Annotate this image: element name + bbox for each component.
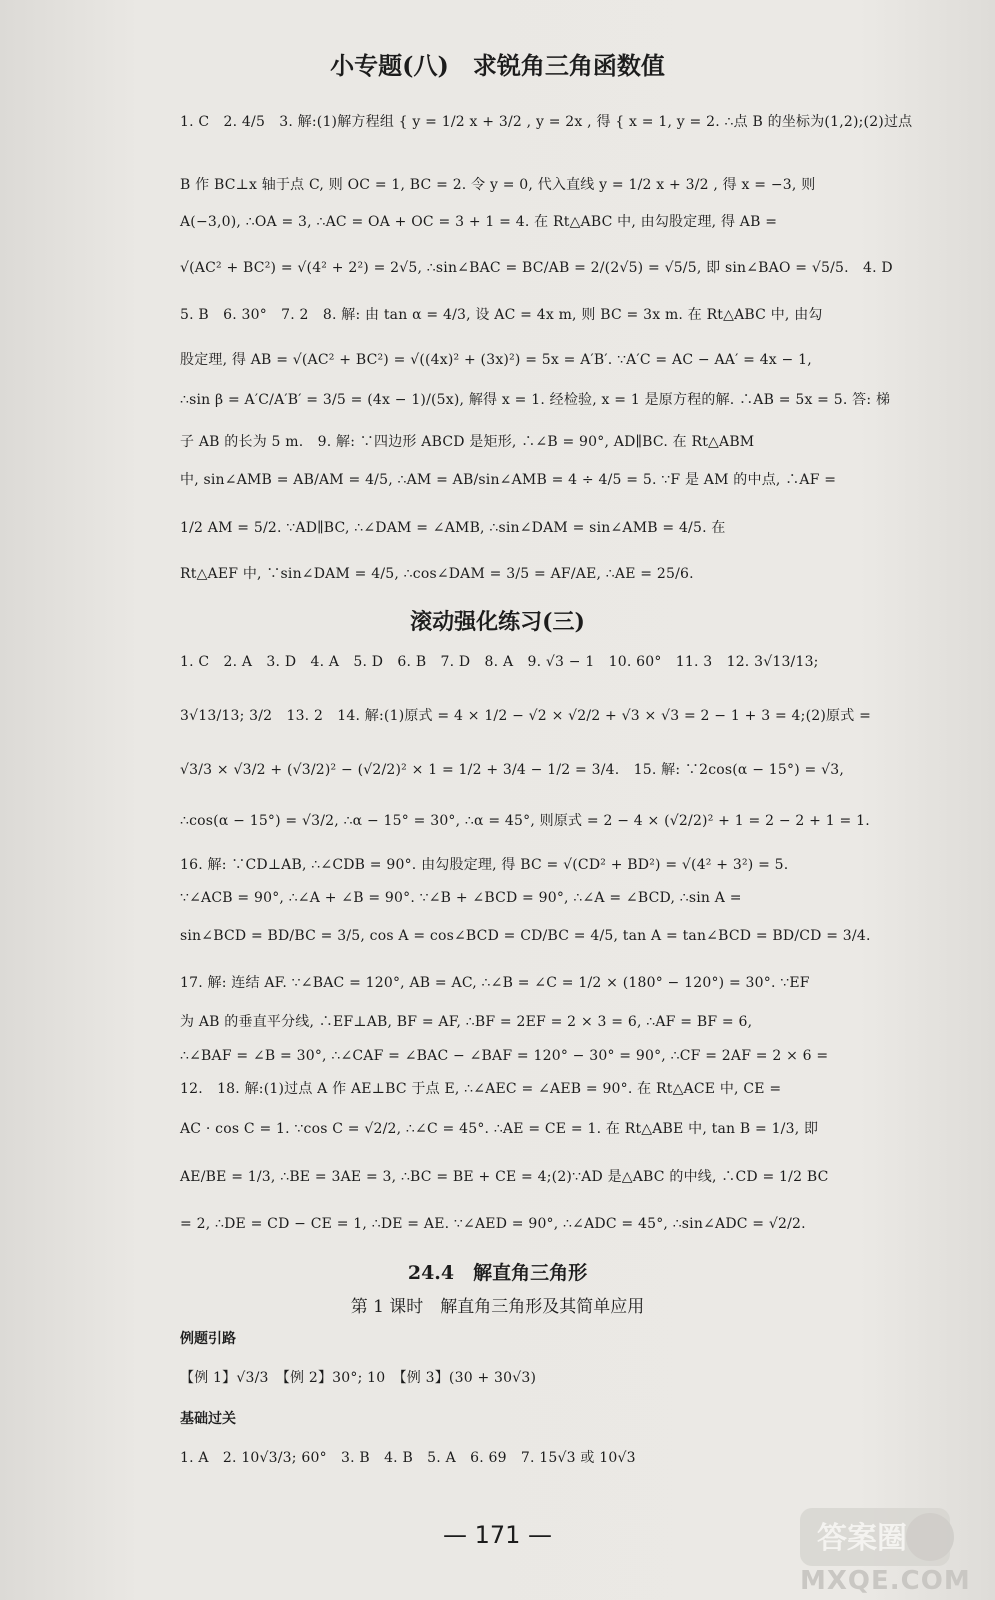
answer-line: sin∠BCD = BD/BC = 3/5, cos A = cos∠BCD = CD/BC = 4/5, tan A = tan∠BCD = BD/CD = 3/4. — [180, 928, 871, 944]
answer-line: ∴sin β = A′C/A′B′ = 3/5 = (4x − 1)/(5x), 解得 x = 1. 经检验, x = 1 是原方程的解. ∴AB = 5x = 5. 答: 梯 — [180, 392, 891, 408]
answer-line: B 作 BC⊥x 轴于点 C, 则 OC = 1, BC = 2. 令 y = 0, 代入直线 y = 1/2 x + 3/2 , 得 x = −3, 则 — [180, 177, 816, 193]
answer-line: 子 AB 的长为 5 m. 9. 解: ∵四边形 ABCD 是矩形, ∴∠B = 90°, AD∥BC. 在 Rt△ABM — [180, 434, 755, 450]
watermark-logo-text: 答案圈 — [817, 1521, 907, 1556]
answer-line: 为 AB 的垂直平分线, ∴EF⊥AB, BF = AF, ∴BF = 2EF = 2 × 3 = 6, ∴AF = BF = 6, — [180, 1014, 753, 1030]
answer-line: A(−3,0), ∴OA = 3, ∴AC = OA + OC = 3 + 1 = 4. 在 Rt△ABC 中, 由勾股定理, 得 AB = — [180, 214, 778, 230]
answer-line: 1/2 AM = 5/2. ∵AD∥BC, ∴∠DAM = ∠AMB, ∴sin∠DAM = sin∠AMB = 4/5. 在 — [180, 520, 726, 536]
answer-line: √3/3 × √3/2 + (√3/2)² − (√2/2)² × 1 = 1/2 + 3/4 − 1/2 = 3/4. 15. 解: ∵2cos(α − 15°) = √3, — [180, 762, 844, 778]
answer-line: 股定理, 得 AB = √(AC² + BC²) = √((4x)² + (3x)²) = 5x = A′B′. ∵A′C = AC − AA′ = 4x − 1, — [180, 352, 812, 368]
section3-subtitle: 第 1 课时 解直角三角形及其简单应用 — [350, 1297, 645, 1317]
answer-line: 16. 解: ∵CD⊥AB, ∴∠CDB = 90°. 由勾股定理, 得 BC = √(CD² + BD²) = √(4² + 3²) = 5. — [180, 857, 789, 873]
basic-answers: 1. A 2. 10√3/3; 60° 3. B 4. B 5. A 6. 69 7. 15√3 或 10√3 — [180, 1450, 636, 1466]
section1-title: 小专题(八) 求锐角三角函数值 — [330, 51, 665, 80]
example-heading: 例题引路 — [180, 1331, 236, 1347]
section3-title: 24.4 解直角三角形 — [407, 1262, 588, 1284]
section2-title: 滚动强化练习(三) — [410, 609, 585, 635]
answer-line: 1. C 2. 4/5 3. 解:(1)解方程组 { y = 1/2 x + 3/2 , y = 2x , 得 { x = 1, y = 2. ∴点 B 的坐标为(1,2);(2)过点 — [180, 114, 913, 130]
answer-line: AE/BE = 1/3, ∴BE = 3AE = 3, ∴BC = BE + CE = 4;(2)∵AD 是△ABC 的中线, ∴CD = 1/2 BC — [180, 1169, 829, 1185]
answer-line: ∴cos(α − 15°) = √3/2, ∴α − 15° = 30°, ∴α = 45°, 则原式 = 2 − 4 × (√2/2)² + 1 = 2 − 2 + 1 = 1. — [180, 813, 870, 829]
answer-line: AC · cos C = 1. ∵cos C = √2/2, ∴∠C = 45°. ∴AE = CE = 1. 在 Rt△ABE 中, tan B = 1/3, 即 — [180, 1121, 819, 1137]
answer-line: 12. 18. 解:(1)过点 A 作 AE⊥BC 于点 E, ∴∠AEC = ∠AEB = 90°. 在 Rt△ACE 中, CE = — [180, 1081, 782, 1097]
answer-line: = 2, ∴DE = CD − CE = 1, ∴DE = AE. ∵∠AED = 90°, ∴∠ADC = 45°, ∴sin∠ADC = √2/2. — [180, 1216, 806, 1232]
answer-line: ∵∠ACB = 90°, ∴∠A + ∠B = 90°. ∵∠B + ∠BCD = 90°, ∴∠A = ∠BCD, ∴sin A = — [180, 890, 742, 906]
answer-line: ∴∠BAF = ∠B = 30°, ∴∠CAF = ∠BAC − ∠BAF = 120° − 30° = 90°, ∴CF = 2AF = 2 × 6 = — [180, 1048, 829, 1064]
answer-line: √(AC² + BC²) = √(4² + 2²) = 2√5, ∴sin∠BAC = BC/AB = 2/(2√5) = √5/5, 即 sin∠BAO = √5/5. 4. D — [180, 260, 893, 276]
example-answers: 【例 1】√3/3 【例 2】30°; 10 【例 3】(30 + 30√3) — [180, 1370, 537, 1386]
answer-line: 1. C 2. A 3. D 4. A 5. D 6. B 7. D 8. A 9. √3 − 1 10. 60° 11. 3 12. 3√13/13; — [180, 654, 819, 670]
answer-line: 中, sin∠AMB = AB/AM = 4/5, ∴AM = AB/sin∠AMB = 4 ÷ 4/5 = 5. ∵F 是 AM 的中点, ∴AF = — [180, 472, 837, 488]
answer-line: Rt△AEF 中, ∵sin∠DAM = 4/5, ∴cos∠DAM = 3/5 = AF/AE, ∴AE = 25/6. — [180, 566, 694, 582]
page-number: — 171 — — [442, 1521, 553, 1549]
answer-line: 5. B 6. 30° 7. 2 8. 解: 由 tan α = 4/3, 设 AC = 4x m, 则 BC = 3x m. 在 Rt△ABC 中, 由勾 — [180, 307, 823, 323]
answer-line: 17. 解: 连结 AF. ∵∠BAC = 120°, AB = AC, ∴∠B = ∠C = 1/2 × (180° − 120°) = 30°. ∵EF — [180, 975, 810, 991]
watermark-text: MXQE.COM — [800, 1566, 971, 1596]
basic-heading: 基础过关 — [180, 1411, 236, 1427]
answer-line: 3√13/13; 3/2 13. 2 14. 解:(1)原式 = 4 × 1/2 − √2 × √2/2 + √3 × √3 = 2 − 1 + 3 = 4;(2)原式 = — [180, 708, 871, 724]
